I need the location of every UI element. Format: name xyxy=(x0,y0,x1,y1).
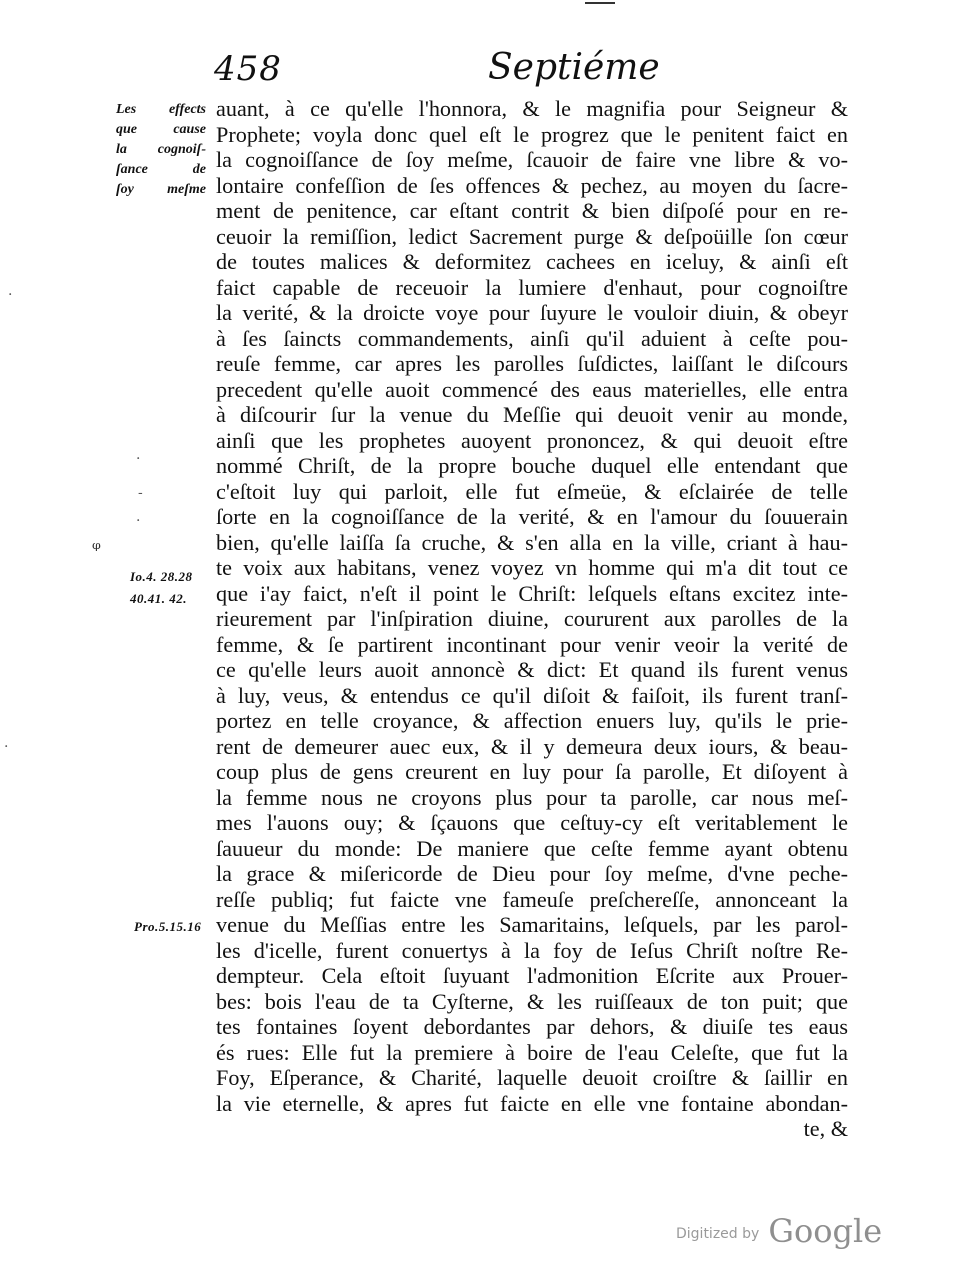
margin-reference-proverbs: Pro.5.15.16 xyxy=(134,919,202,934)
margin-note-line: ſoy meſme xyxy=(116,182,206,197)
text-line: ment de penitence, car eſtant contrit & bien diſpoſé pour en re- xyxy=(216,198,848,223)
text-line: bien, qu'elle laiſſa ſa cruche, & s'en alla en la ville, criant à hau- xyxy=(216,529,848,555)
text-line: dempteur. Cela eſtoit ſuyuant l'admonition Eſcrite aux Prouer- xyxy=(216,963,848,988)
text-line: venue du Meſſias entre les Samaritains, leſquels, par les parol- xyxy=(216,912,848,937)
text-line: reuſe femme, car apres les parolles ſuſdictes, laiſſant le diſcours xyxy=(216,351,848,376)
text-line: la verité, & la droicte voye pour ſuyure le vouloir diuin, & obeyr xyxy=(216,300,848,325)
text-line: rent de demeurer auec eux, & il y demeura deux iours, & beau- xyxy=(216,733,848,759)
margin-ink-mark: ᵩ xyxy=(92,530,101,554)
text-line: à ſes ſaincts commandements, ainſi qu'il aduient à ceſte pou- xyxy=(216,325,848,351)
margin-speck: · xyxy=(4,739,9,755)
text-line: mes l'auons ouy; & ſçauons que ceſtuy-cy eſt veritablement le xyxy=(216,810,848,835)
text-line: à diſcourir ſur la venue du Meſſie qui deuoit venir au monde, xyxy=(216,402,848,427)
text-line: coup plus de gens creurent en luy pour ſa parolle, Et diſoyent à xyxy=(216,759,848,784)
text-line: Foy, Eſperance, & Charité, laquelle deuoit croiſtre & ſaillir en xyxy=(216,1065,848,1090)
text-line: Prophete; voyla donc quel eſt le progrez que le penitent faict en xyxy=(216,121,848,147)
text-line: nommé Chriſt, de la propre bouche duquel elle entendant que xyxy=(216,453,848,478)
text-line: ce qu'elle leurs auoit annoncè & dict: Et quand ils furent venus xyxy=(216,657,848,682)
text-line: les d'icelle, furent conuertys à la foy de Ieſus Chriſt noſtre Re- xyxy=(216,937,848,963)
text-line: la grace & miſericorde de Dieu pour ſoy meſme, d'vne peche- xyxy=(216,861,848,886)
text-line: ainſi que les prophetes auoyent prononcez, & qui deuoit eſtre xyxy=(216,427,848,453)
text-line: te voix aux habitans, venez voyez vn homme qui m'a dit tout ce xyxy=(216,555,848,580)
margin-note-line: Les effects xyxy=(116,102,206,117)
margin-speck: - xyxy=(138,485,143,501)
margin-note-line: que cause xyxy=(116,122,206,137)
margin-note-line: la cognoiſ- xyxy=(116,142,206,157)
margin-note-main xyxy=(116,100,206,200)
margin-reference-line: 40.41. 42. xyxy=(130,591,187,606)
text-line: auant, à ce qu'elle l'honnora, & le magnifia pour Seigneur & xyxy=(216,96,848,121)
text-line-catchword: te, & xyxy=(803,1116,848,1141)
text-line: precedent qu'elle auoit commencé des eaus materielles, elle entra xyxy=(216,376,848,402)
margin-speck: · xyxy=(136,451,141,467)
text-line: reſſe publiq; fut faicte vne fameuſe preſchereſſe, annonceant la xyxy=(216,886,848,912)
margin-speck: · xyxy=(136,513,141,529)
text-line: la vie eternelle, & apres fut faicte en elle vne fontaine abondan- xyxy=(216,1090,848,1116)
digitized-by-watermark xyxy=(676,1212,882,1250)
text-line: lontaire confeſſion de ſes offences & pechez, au moyen du ſacre- xyxy=(216,172,848,198)
digitized-by-label: Digitized by xyxy=(676,1226,760,1242)
text-line: ceuoir la remiſſion, ledict Sacrement purge & deſpoüille ſon cœur xyxy=(216,223,848,249)
text-line: ſorte en la cognoiſſance de la verité, & en l'amour du ſouuerain xyxy=(216,504,848,529)
text-line: femme, & ſe partirent incontinant pour venir veoir la verité de xyxy=(216,631,848,657)
text-line: tes fontaines ſoyent debordantes par dehors, & diuiſe tes eaus xyxy=(216,1014,848,1039)
margin-note-line: ſance de xyxy=(116,162,206,177)
margin-reference-line: Io.4. 28.28 xyxy=(130,569,193,584)
top-edge-mark xyxy=(585,2,615,4)
running-header: Septiéme xyxy=(488,47,660,88)
text-line: de toutes malices & deformitez cachees en iceluy, & ainſi eſt xyxy=(216,249,848,274)
margin-reference-john xyxy=(130,566,193,610)
google-logo: Google xyxy=(768,1212,883,1250)
margin-speck: · xyxy=(8,287,13,303)
text-line: portez en telle croyance, & affection enuers luy, qu'ils le prie- xyxy=(216,708,848,733)
text-line: la cognoiſſance de ſoy meſme, ſcauoir de faire vne libre & vo- xyxy=(216,147,848,172)
text-line: que i'ay faict, n'eſt il point le Chriſt: leſquels eſtans excitez inte- xyxy=(216,580,848,606)
text-line: c'eſtoit luy qui parloit, elle fut eſmeüe, & eſclairée de telle xyxy=(216,478,848,504)
text-line: faict capable de receuoir la lumiere d'enhaut, pour cognoiſtre xyxy=(216,274,848,300)
text-line: à luy, veus, & entendus ce qu'il diſoit & faiſoit, ils furent tranſ- xyxy=(216,682,848,708)
text-line: rieurement par l'inſpiration diuine, coururent aux parolles de la xyxy=(216,606,848,631)
body-text xyxy=(216,96,848,1142)
page-number: 458 xyxy=(214,49,282,89)
text-line: ſauueur du monde: De maniere que ceſte femme ayant obtenu xyxy=(216,835,848,861)
text-line: és rues: Elle fut la premiere à boire de l'eau Celeſte, que fut la xyxy=(216,1039,848,1065)
text-line: bes: bois l'eau de ta Cyſterne, & les ruiſſeaux de ton puit; que xyxy=(216,988,848,1014)
text-line: la femme nous ne croyons plus pour ta parolle, car nous meſ- xyxy=(216,784,848,810)
